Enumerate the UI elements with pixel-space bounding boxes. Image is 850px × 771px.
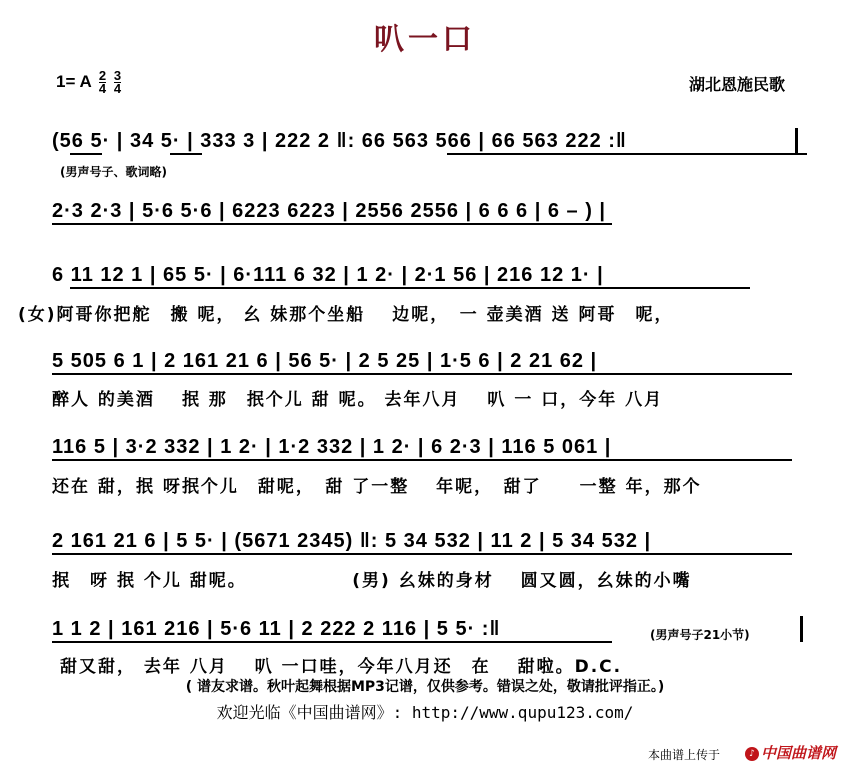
lyric-row-6: 抿 呀 抿 个儿 甜呢。 (男) 幺妹的身材 圆又圆，幺妹的小嘴 [52,571,692,591]
beam-line [52,553,792,555]
lyric-row-5: 还在 甜，抿 呀抿个儿 甜呢， 甜 了一整 年呢， 甜了 一整 年，那个 [52,477,702,497]
meter-3-4: $\frac{3}{4}$ [113,68,122,96]
notation-row-6: 2 161 21 6 | 5 5· | (5671 2345) ‖: 5 34 532 | 11 2 | 5 34 532 | [52,530,652,552]
beam-line [52,223,612,225]
repeat-end-bar [795,128,798,154]
lyric-row-3: (女)阿哥你把舵 搬 呢， 幺 妹那个坐船 边呢， 一 壶美酒 送 阿哥 呢， [18,305,674,325]
beam-line [52,641,612,643]
lyric-row-4: 醉人 的美酒 抿 那 抿个儿 甜 呢。 去年八月 叭 一 口，今年 八月 [52,390,664,410]
logo-text: 中国曲谱网 [760,744,836,762]
beam-line [447,153,807,155]
beam-line [170,153,202,155]
logo-icon: ♪ [745,747,759,761]
song-source: 湖北恩施民歌 [688,75,785,94]
final-bar [800,616,803,642]
transcription-note: ( 谱友求谱。秋叶起舞根据MP3记谱，仅供参考。错误之处，敬请批评指正。) [185,679,665,695]
notation-row-2: 2·3 2·3 | 5·6 5·6 | 6223 6223 | 2556 2556 | 6 6 6 | 6 – ) | [52,200,607,222]
beam-line [52,373,792,375]
site-logo[interactable] [745,742,836,763]
meter-2-4: $\frac{2}{4}$ [98,68,107,96]
beam-line [52,459,792,461]
key-signature [56,70,121,95]
notation-row-5: 116 5 | 3·2 332 | 1 2· | 1·2 332 | 1 2· | 6 2·3 | 116 5 061 | [52,436,612,458]
notation-row-7: 1 1 2 | 161 216 | 5·6 11 | 2 222 2 116 | 5 5· :‖ [52,618,501,640]
end-note: (男声号子21小节) [650,628,750,642]
lyric-row-7: 甜又甜， 去年 八月 叭 一口哇，今年八月还 在 甜啦。D.C. [60,657,623,677]
notation-row-1: (56 5· | 34 5· | 333 3 | 222 2 ‖: 66 563 566 | 66 563 222 :‖ [52,130,627,152]
beam-line [70,287,750,289]
lyric-row-1: (男声号子、歌词略) [60,165,167,179]
key-label: 1= A [56,71,92,91]
page-title: 叭一口 [374,22,476,57]
upload-label: 本曲谱上传于 [647,748,720,762]
notation-row-3: 6 11 12 1 | 65 5· | 6·111 6 32 | 1 2· | 2·1 56 | 216 12 1· | [52,264,604,286]
notation-row-4: 5 505 6 1 | 2 161 21 6 | 56 5· | 2 5 25 | 1·5 6 | 2 21 62 | [52,350,598,372]
website-link[interactable]: 欢迎光临《中国曲谱网》: http://www.qupu123.com/ [216,703,634,722]
beam-line [70,153,102,155]
